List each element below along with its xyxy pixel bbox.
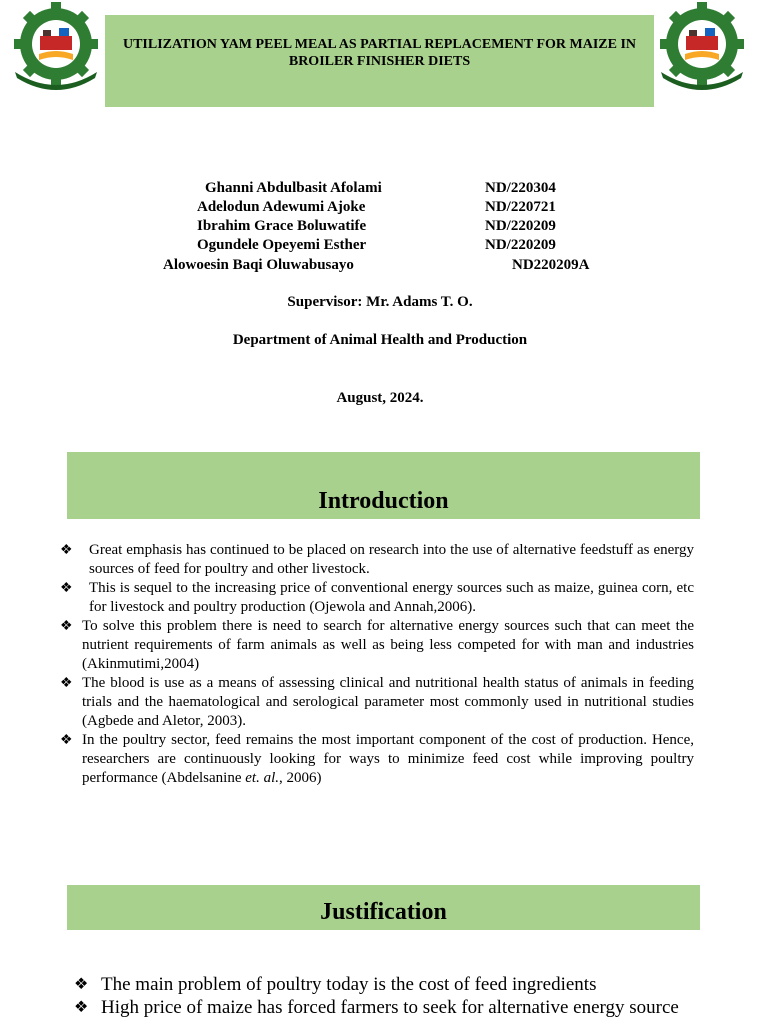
introduction-heading: Introduction <box>318 488 449 514</box>
list-item-text-end: , 2006) <box>279 770 322 786</box>
author-name: Alowoesin Baqi Oluwabusayo <box>163 257 354 273</box>
justification-list <box>74 973 696 1019</box>
list-item-text: To solve this problem there is need to search for alternative energy sources such that can meet the nutrient requirements of farm animals as well as being less competed for with man and industries (Akinmutimi,2004) <box>82 618 694 672</box>
author-name: Ghanni Abdulbasit Afolami <box>205 180 382 196</box>
bullet-diamond-icon: ❖ <box>74 976 89 993</box>
list-item-text: Great emphasis has continued to be placed on research into the use of alternative feedstuff as energy sources of feed for poultry and other livestock. <box>89 542 694 577</box>
author-id: ND/220304 <box>485 180 556 196</box>
bullet-diamond-icon: ❖ <box>60 543 73 558</box>
author-name: Ogundele Opeyemi Esther <box>197 237 367 253</box>
list-item-text: The main problem of poultry today is the cost of feed ingredients <box>101 974 597 995</box>
introduction-list <box>60 541 694 788</box>
date-line: August, 2024. <box>336 390 424 406</box>
author-name: Ibrahim Grace Boluwatife <box>197 218 367 234</box>
bullet-diamond-icon: ❖ <box>60 733 73 748</box>
list-item <box>60 541 694 579</box>
justification-heading: Justification <box>320 899 447 925</box>
list-item <box>74 996 696 1019</box>
list-item-text: High price of maize has forced farmers to seek for alternative energy source <box>101 997 679 1018</box>
supervisor-line: Supervisor: Mr. Adams T. O. <box>287 294 473 310</box>
author-id: ND/220721 <box>485 199 556 215</box>
bullet-diamond-icon: ❖ <box>60 676 73 691</box>
author-id: ND/220209 <box>485 218 556 234</box>
author-id: ND220209A <box>512 257 590 273</box>
list-item-text: This is sequel to the increasing price of conventional energy sources such as maize, guinea corn, etc for livestock and poultry production (Ojewola and Annah,2006). <box>89 580 694 615</box>
list-item <box>60 674 694 731</box>
bullet-diamond-icon: ❖ <box>60 581 73 596</box>
list-item-text: In the poultry sector, feed remains the most important component of the cost of production. Hence, researchers are continuously looking for ways to minimize feed cost while improving poultry performance (Abdelsanine <box>82 732 694 786</box>
list-item <box>74 973 696 996</box>
list-item-italic-text: et. al. <box>245 770 280 786</box>
bullet-diamond-icon: ❖ <box>60 619 73 634</box>
author-id: ND/220209 <box>485 237 556 253</box>
list-item <box>60 731 694 788</box>
department-line: Department of Animal Health and Production <box>232 332 528 348</box>
bullet-diamond-icon: ❖ <box>74 999 89 1016</box>
list-item-text: The blood is use as a means of assessing clinical and nutritional health status of animals in feeding trials and the haematological and serological parameter most commonly used in nutritional studies (Agbede and Aletor, 2003). <box>82 675 694 729</box>
left-logo-icon <box>9 2 103 92</box>
list-item <box>60 579 694 617</box>
right-logo-icon <box>655 2 749 92</box>
author-name: Adelodun Adewumi Ajoke <box>197 199 366 215</box>
list-item <box>60 617 694 674</box>
presentation-title: UTILIZATION YAM PEEL MEAL AS PARTIAL REPLACEMENT FOR MAIZE IN BROILER FINISHER DIETS <box>122 37 637 69</box>
